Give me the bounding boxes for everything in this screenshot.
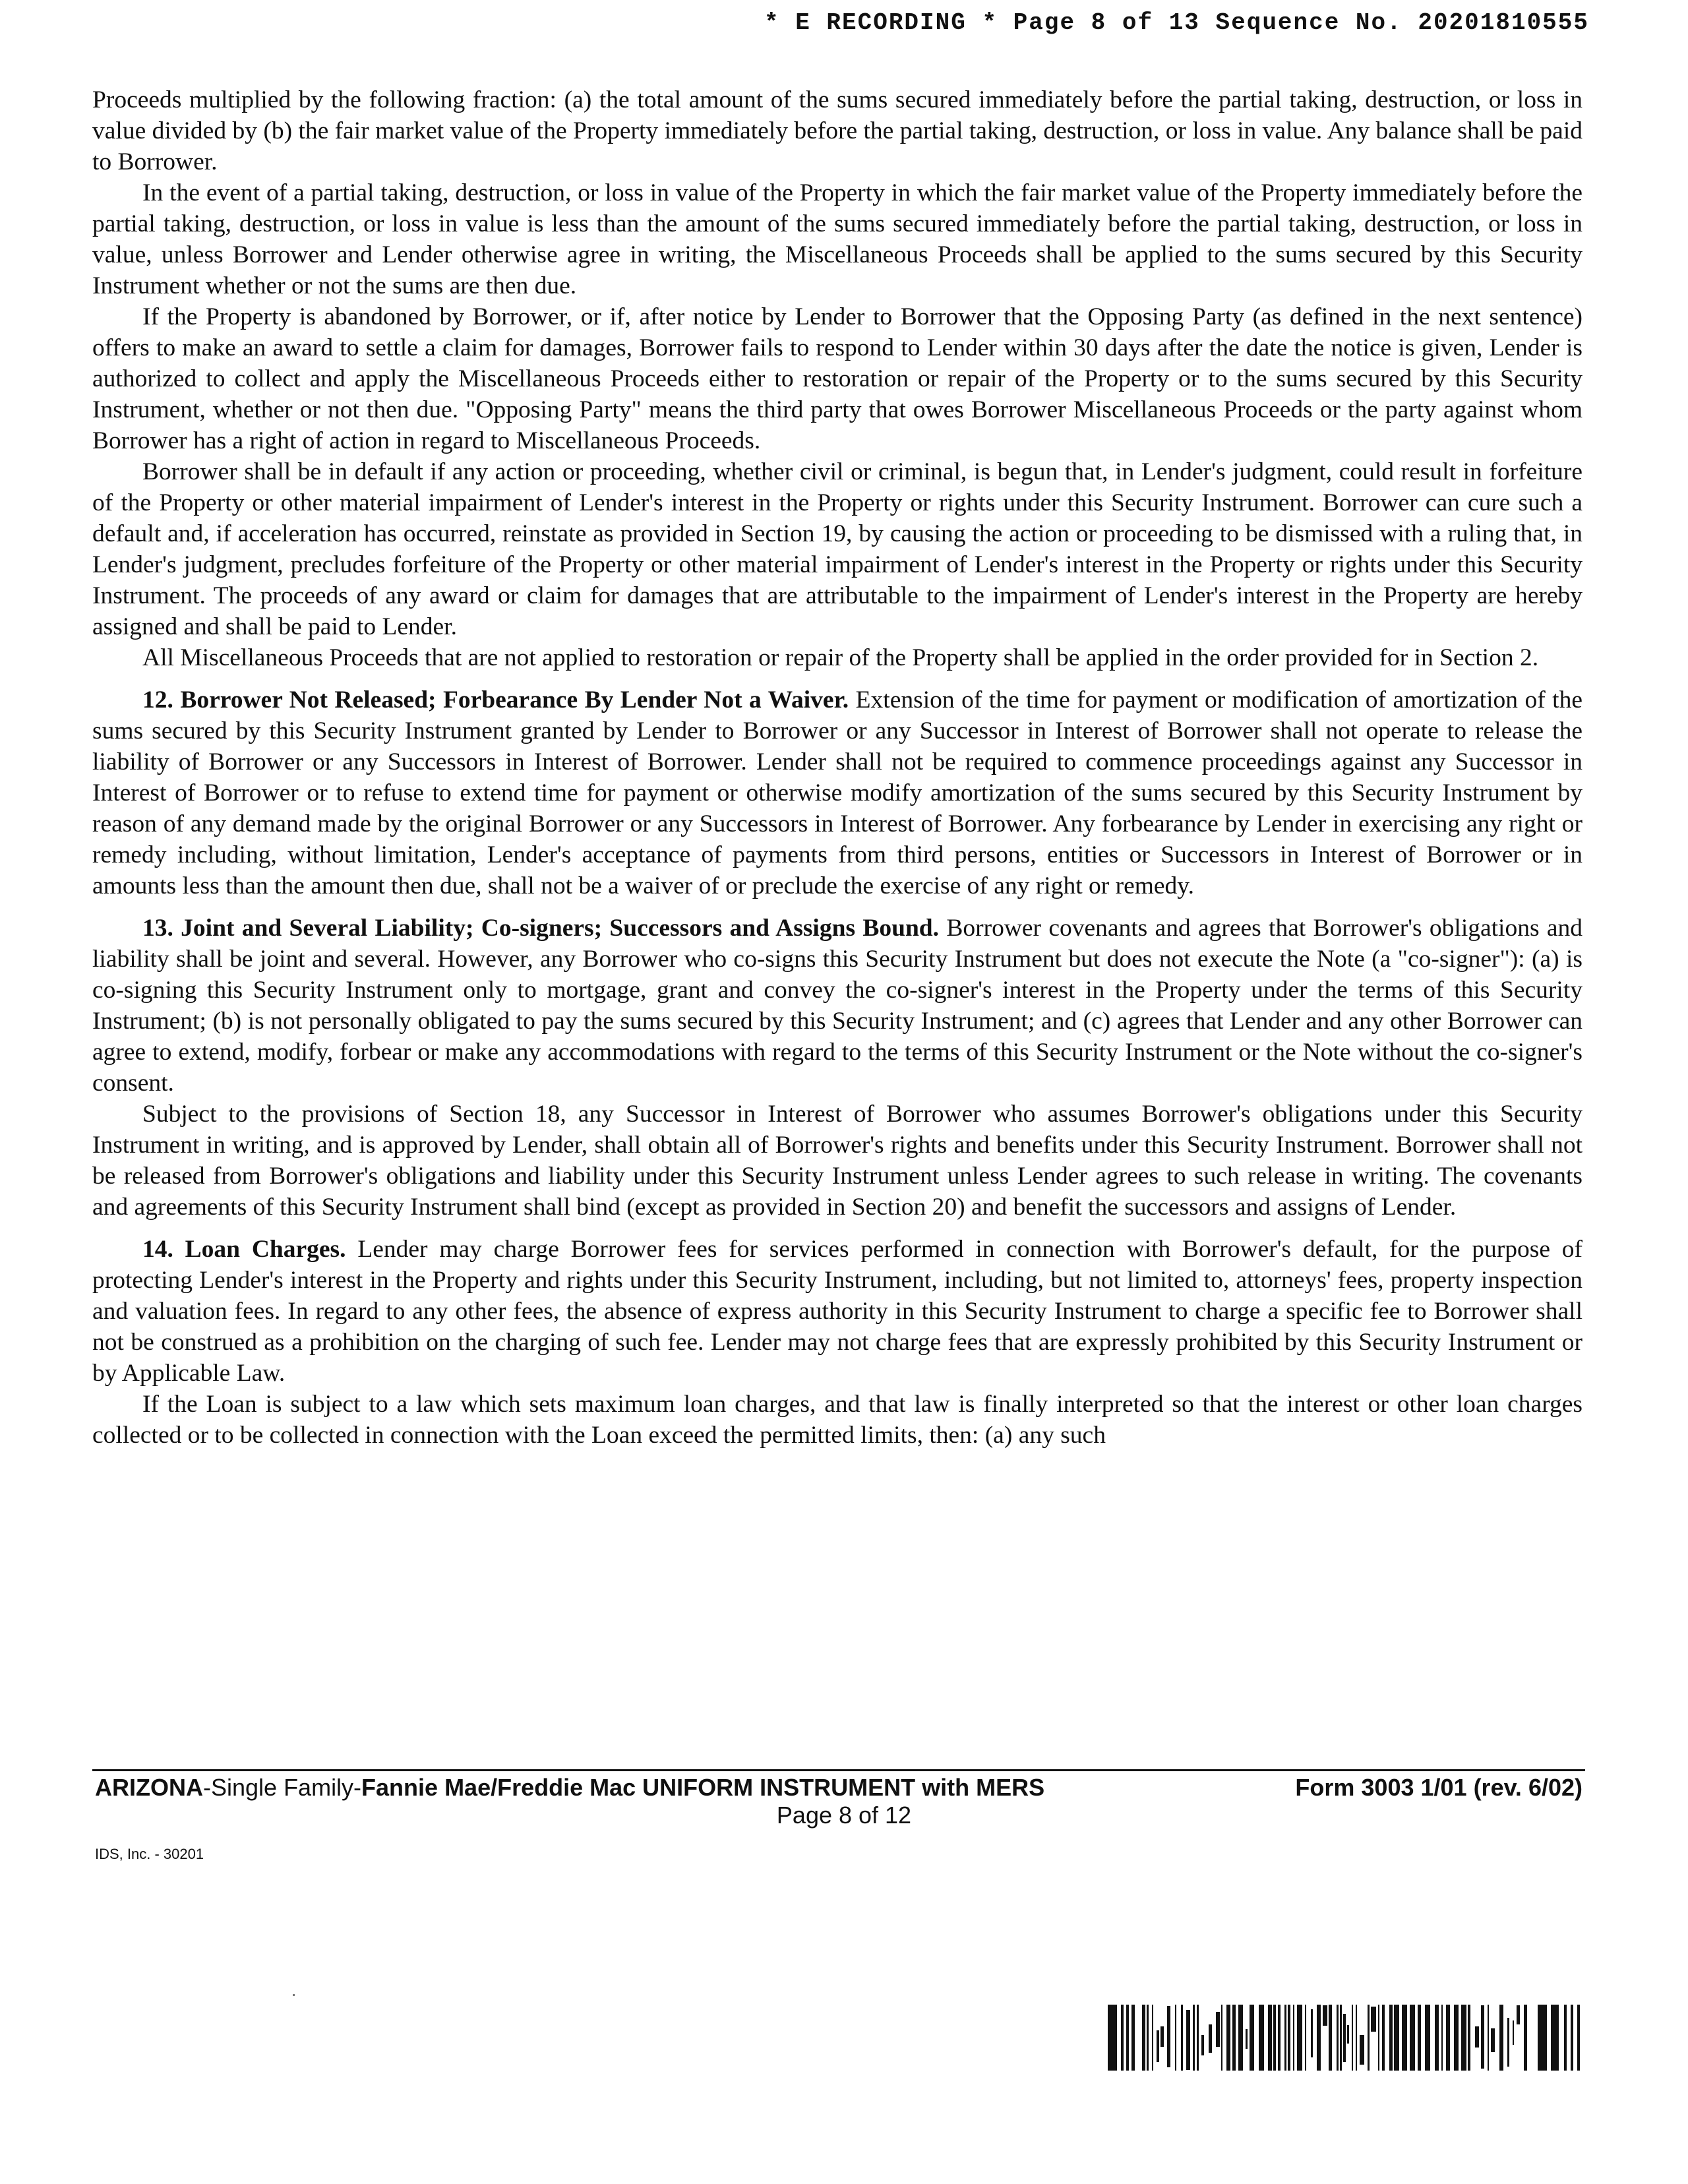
barcode-bar	[1305, 2005, 1306, 2071]
paragraph: Borrower shall be in default if any action or proceeding, whether civil or criminal, is begun that, in Lender's judgment, could result in forfeiture of the Property or other material impairment of Lender's interest in the Property or rights under this Security Instrument. Borrower can cure such a default and, if acceleration has occurred, reinstate as provided in Section 19, by causing the action or proceeding to be dismissed with a ruling that, in Lender's judgment, precludes forfeiture of the Property or other material impairment of Lender's interest in the Property or rights under this Security Instrument. The proceeds of any award or claim for damages that are attributable to the impairment of Lender's interest in the Property are hereby assigned and shall be paid to Lender.	[92, 458, 1582, 640]
barcode-bar	[1425, 2005, 1430, 2071]
paragraph: If the Loan is subject to a law which sets maximum loan charges, and that law is finally interpreted so that the interest or other loan charges collected or to be collected in connection with the Loan exceed the permitted limits, then: (a) any such	[92, 1391, 1582, 1449]
barcode-bar	[1250, 2005, 1254, 2071]
barcode-bar	[1356, 2005, 1357, 2071]
barcode-bar	[1499, 2005, 1503, 2071]
footer-page-number: Page 8 of 12	[776, 1802, 912, 1829]
barcode-bar	[1167, 2006, 1170, 2067]
barcode-bar	[1329, 2005, 1332, 2071]
barcode-bar	[1461, 2005, 1466, 2071]
barcode-bar	[1475, 2026, 1479, 2048]
barcode-bar	[1343, 2014, 1346, 2062]
barcode-bar	[1108, 2005, 1117, 2071]
barcode-bar	[1517, 2005, 1520, 2024]
section-13-heading: 13. Joint and Several Liability; Co-signers; Successors and Assigns Bound.	[142, 915, 940, 942]
paragraph: All Miscellaneous Proceeds that are not applied to restoration or repair of the Property shall be applied in the order provided for in Section 2.	[142, 644, 1539, 671]
document-body	[92, 84, 1582, 1451]
barcode-bar	[1201, 2035, 1204, 2055]
barcode-bar	[1293, 2005, 1294, 2071]
footer-rule	[92, 1769, 1585, 1771]
barcode-bar	[1538, 2005, 1547, 2071]
barcode-bar	[1175, 2005, 1176, 2071]
section-14-heading: 14. Loan Charges.	[142, 1236, 346, 1263]
barcode-bar	[1382, 2005, 1385, 2071]
barcode-bar	[1323, 2005, 1327, 2026]
barcode-bar	[1340, 2005, 1342, 2071]
barcode-bar	[1378, 2005, 1379, 2071]
barcode-bar	[1232, 2005, 1236, 2071]
barcode-bar	[1284, 2005, 1286, 2071]
section-14	[92, 1234, 1582, 1389]
barcode-bar	[1524, 2005, 1527, 2071]
footer-form-number: Form 3003 1/01 (rev. 6/02)	[1295, 1774, 1582, 1801]
paragraph: If the Property is abandoned by Borrower, or if, after notice by Lender to Borrower that the Opposing Party (as defined in the next sentence) offers to make an award to settle a claim for damages, Borrower fails to respond to Lender within 30 days after the date the notice is given, Lender is authorized to collect and apply the Miscellaneous Proceeds either to restoration or repair of the Property or to the sums secured by this Security Instrument, whether or not then due. "Opposing Party" means the third party that owes Borrower Miscellaneous Proceeds or the party against whom Borrower has a right of action in regard to Miscellaneous Proceeds.	[92, 303, 1582, 454]
paragraph: Proceeds multiplied by the following fraction: (a) the total amount of the sums secured immediately before the partial taking, destruction, or loss in value divided by (b) the fair market value of the Property immediately before the partial taking, destruction, or loss in value. Any balance shall be paid to Borrower.	[92, 86, 1582, 175]
barcode-bar	[1268, 2005, 1272, 2071]
barcode-bar	[1513, 2020, 1514, 2045]
barcode-bar	[1197, 2005, 1199, 2071]
barcode-bar	[1157, 2030, 1159, 2062]
barcode-bar	[1441, 2005, 1443, 2071]
barcode-bar	[1181, 2005, 1183, 2071]
barcode-bar	[1311, 2009, 1313, 2057]
barcode-bar	[1394, 2005, 1399, 2071]
section-14-text: Lender may charge Borrower fees for services performed in connection with Borrower's default, for the purpose of protecting Lender's interest in the Property and rights under this Security Instrument, including, but not limited to, attorneys' fees, property inspection and valuation fees. In regard to any other fees, the absence of express authority in this Security Instrument to charge a specific fee to Borrower shall not be construed as a prohibition on the charging of such fee. Lender may not charge fees that are expressly prohibited by this Security Instrument or by Applicable Law.	[92, 1236, 1583, 1387]
footer-form-line	[95, 1773, 1582, 1803]
barcode-bar	[1288, 2005, 1290, 2071]
barcode-bar	[1259, 2005, 1264, 2071]
barcode-bar	[1152, 2005, 1153, 2071]
paragraph: Subject to the provisions of Section 18, any Successor in Interest of Borrower who assumes Borrower's obligations under this Security Instrument in writing, and is approved by Lender, shall obtain all of Borrower's rights and benefits under this Security Instrument. Borrower shall not be released from Borrower's obligations and liability under this Security Instrument unless Lender agrees to such release in writing. The covenants and agreements of this Security Instrument shall bind (except as provided in Section 20) and benefit the successors and assigns of Lender.	[92, 1101, 1582, 1221]
barcode-bar	[1402, 2005, 1407, 2071]
barcode-bar	[1507, 2018, 1509, 2067]
barcode-bar	[1371, 2007, 1376, 2032]
barcode-bar	[1435, 2005, 1439, 2071]
barcode-bar	[1147, 2005, 1149, 2071]
barcode-bar	[1360, 2035, 1364, 2065]
barcode-bar	[1186, 2010, 1190, 2070]
barcode-bar	[1454, 2005, 1459, 2071]
scan-speck	[293, 1994, 295, 1996]
barcode-bar	[1160, 2026, 1164, 2047]
form-id: IDS, Inc. - 30201	[95, 1846, 204, 1862]
barcode-bar	[1246, 2029, 1248, 2049]
footer-instrument-name: Fannie Mae/Freddie Mac UNIFORM INSTRUMENT with MERS	[361, 1774, 1045, 1801]
barcode-bar	[1121, 2005, 1124, 2071]
barcode-bar	[1564, 2005, 1567, 2071]
barcode-bar	[1571, 2005, 1573, 2071]
barcode-bar	[1368, 2005, 1370, 2071]
barcode-bar	[1273, 2005, 1276, 2071]
barcode-bar	[1126, 2005, 1129, 2071]
barcode-bar	[1488, 2005, 1489, 2071]
barcode-bar	[1278, 2005, 1281, 2071]
barcode-bar	[1446, 2005, 1450, 2071]
barcode-bar	[1209, 2024, 1212, 2053]
barcode-bar	[1238, 2005, 1243, 2071]
barcode-bar	[1131, 2005, 1135, 2071]
barcode-bar	[1347, 2025, 1349, 2044]
recording-header: * E RECORDING * Page 8 of 13 Sequence No. 20201810555	[764, 9, 1589, 36]
barcode-bar	[1317, 2005, 1321, 2071]
barcode-bar	[1226, 2005, 1230, 2071]
section-13-text: Borrower covenants and agrees that Borrower's obligations and liability shall be joint and several. However, any Borrower who co-signs this Security Instrument but does not execute the Note (a "co-signer"): (a) is co-signing this Security Instrument only to mortgage, grant and convey the co-signer's interest in the Property under the terms of this Security Instrument; (b) is not personally obligated to pay the sums secured by this Security Instrument; and (c) agrees that Lender and any other Borrower can agree to extend, modify, forbear or make any accommodations with regard to the terms of this Security Instrument or the Note without the co-signer's consent.	[92, 915, 1582, 1097]
barcode-bar	[1410, 2005, 1415, 2071]
footer-instrument	[95, 1773, 1044, 1803]
barcode-bar	[1297, 2005, 1302, 2071]
section-12-text: Extension of the time for payment or modification of amortization of the sums secured by this Security Instrument granted by Lender to Borrower or any Successor in Interest of Borrower shall not operate to release the liability of Borrower or any Successors in Interest of Borrower. Lender shall not be required to commence proceedings against any Successor in Interest of Borrower or to refuse to extend time for payment or otherwise modify amortization of the sums secured by this Security Instrument by reason of any demand made by the original Borrower or any Successors in Interest of Borrower. Any forbearance by Lender in exercising any right or remedy including, without limitation, Lender's acceptance of payments from third persons, entities or Successors in Interest of Borrower or in amounts less than the amount then due, shall not be a waiver of or preclude the exercise of any right or remedy.	[92, 686, 1582, 899]
section-12-heading: 12. Borrower Not Released; Forbearance By Lender Not a Waiver.	[142, 686, 849, 713]
footer-state: ARIZONA	[95, 1774, 203, 1801]
paragraph: In the event of a partial taking, destruction, or loss in value of the Property in which the fair market value of the Property immediately before the partial taking, destruction, or loss in value is less than the amount of the sums secured immediately before the partial taking, destruction, or loss in value, unless Borrower and Lender otherwise agree in writing, the Miscellaneous Proceeds shall be applied to the sums secured by this Security Instrument whether or not the sums are then due.	[92, 179, 1582, 299]
barcode-bar	[1216, 2012, 1220, 2047]
barcode-bar	[1551, 2005, 1559, 2071]
footer-family: -Single Family-	[203, 1774, 362, 1801]
barcode-bar	[1142, 2005, 1145, 2071]
section-12	[92, 684, 1582, 901]
barcode-bar	[1481, 2005, 1484, 2069]
barcode-bar	[1193, 2005, 1195, 2071]
barcode-bar	[1337, 2005, 1339, 2071]
barcode-bar	[1221, 2005, 1222, 2071]
barcode-bar	[1418, 2005, 1421, 2071]
section-13	[92, 913, 1582, 1099]
barcode-bar	[1468, 2005, 1470, 2071]
barcode-bar	[1577, 2005, 1580, 2071]
barcode-bar	[1352, 2005, 1353, 2071]
barcode	[1108, 2005, 1582, 2071]
barcode-bar	[1491, 2028, 1495, 2052]
barcode-bar	[1389, 2005, 1393, 2071]
